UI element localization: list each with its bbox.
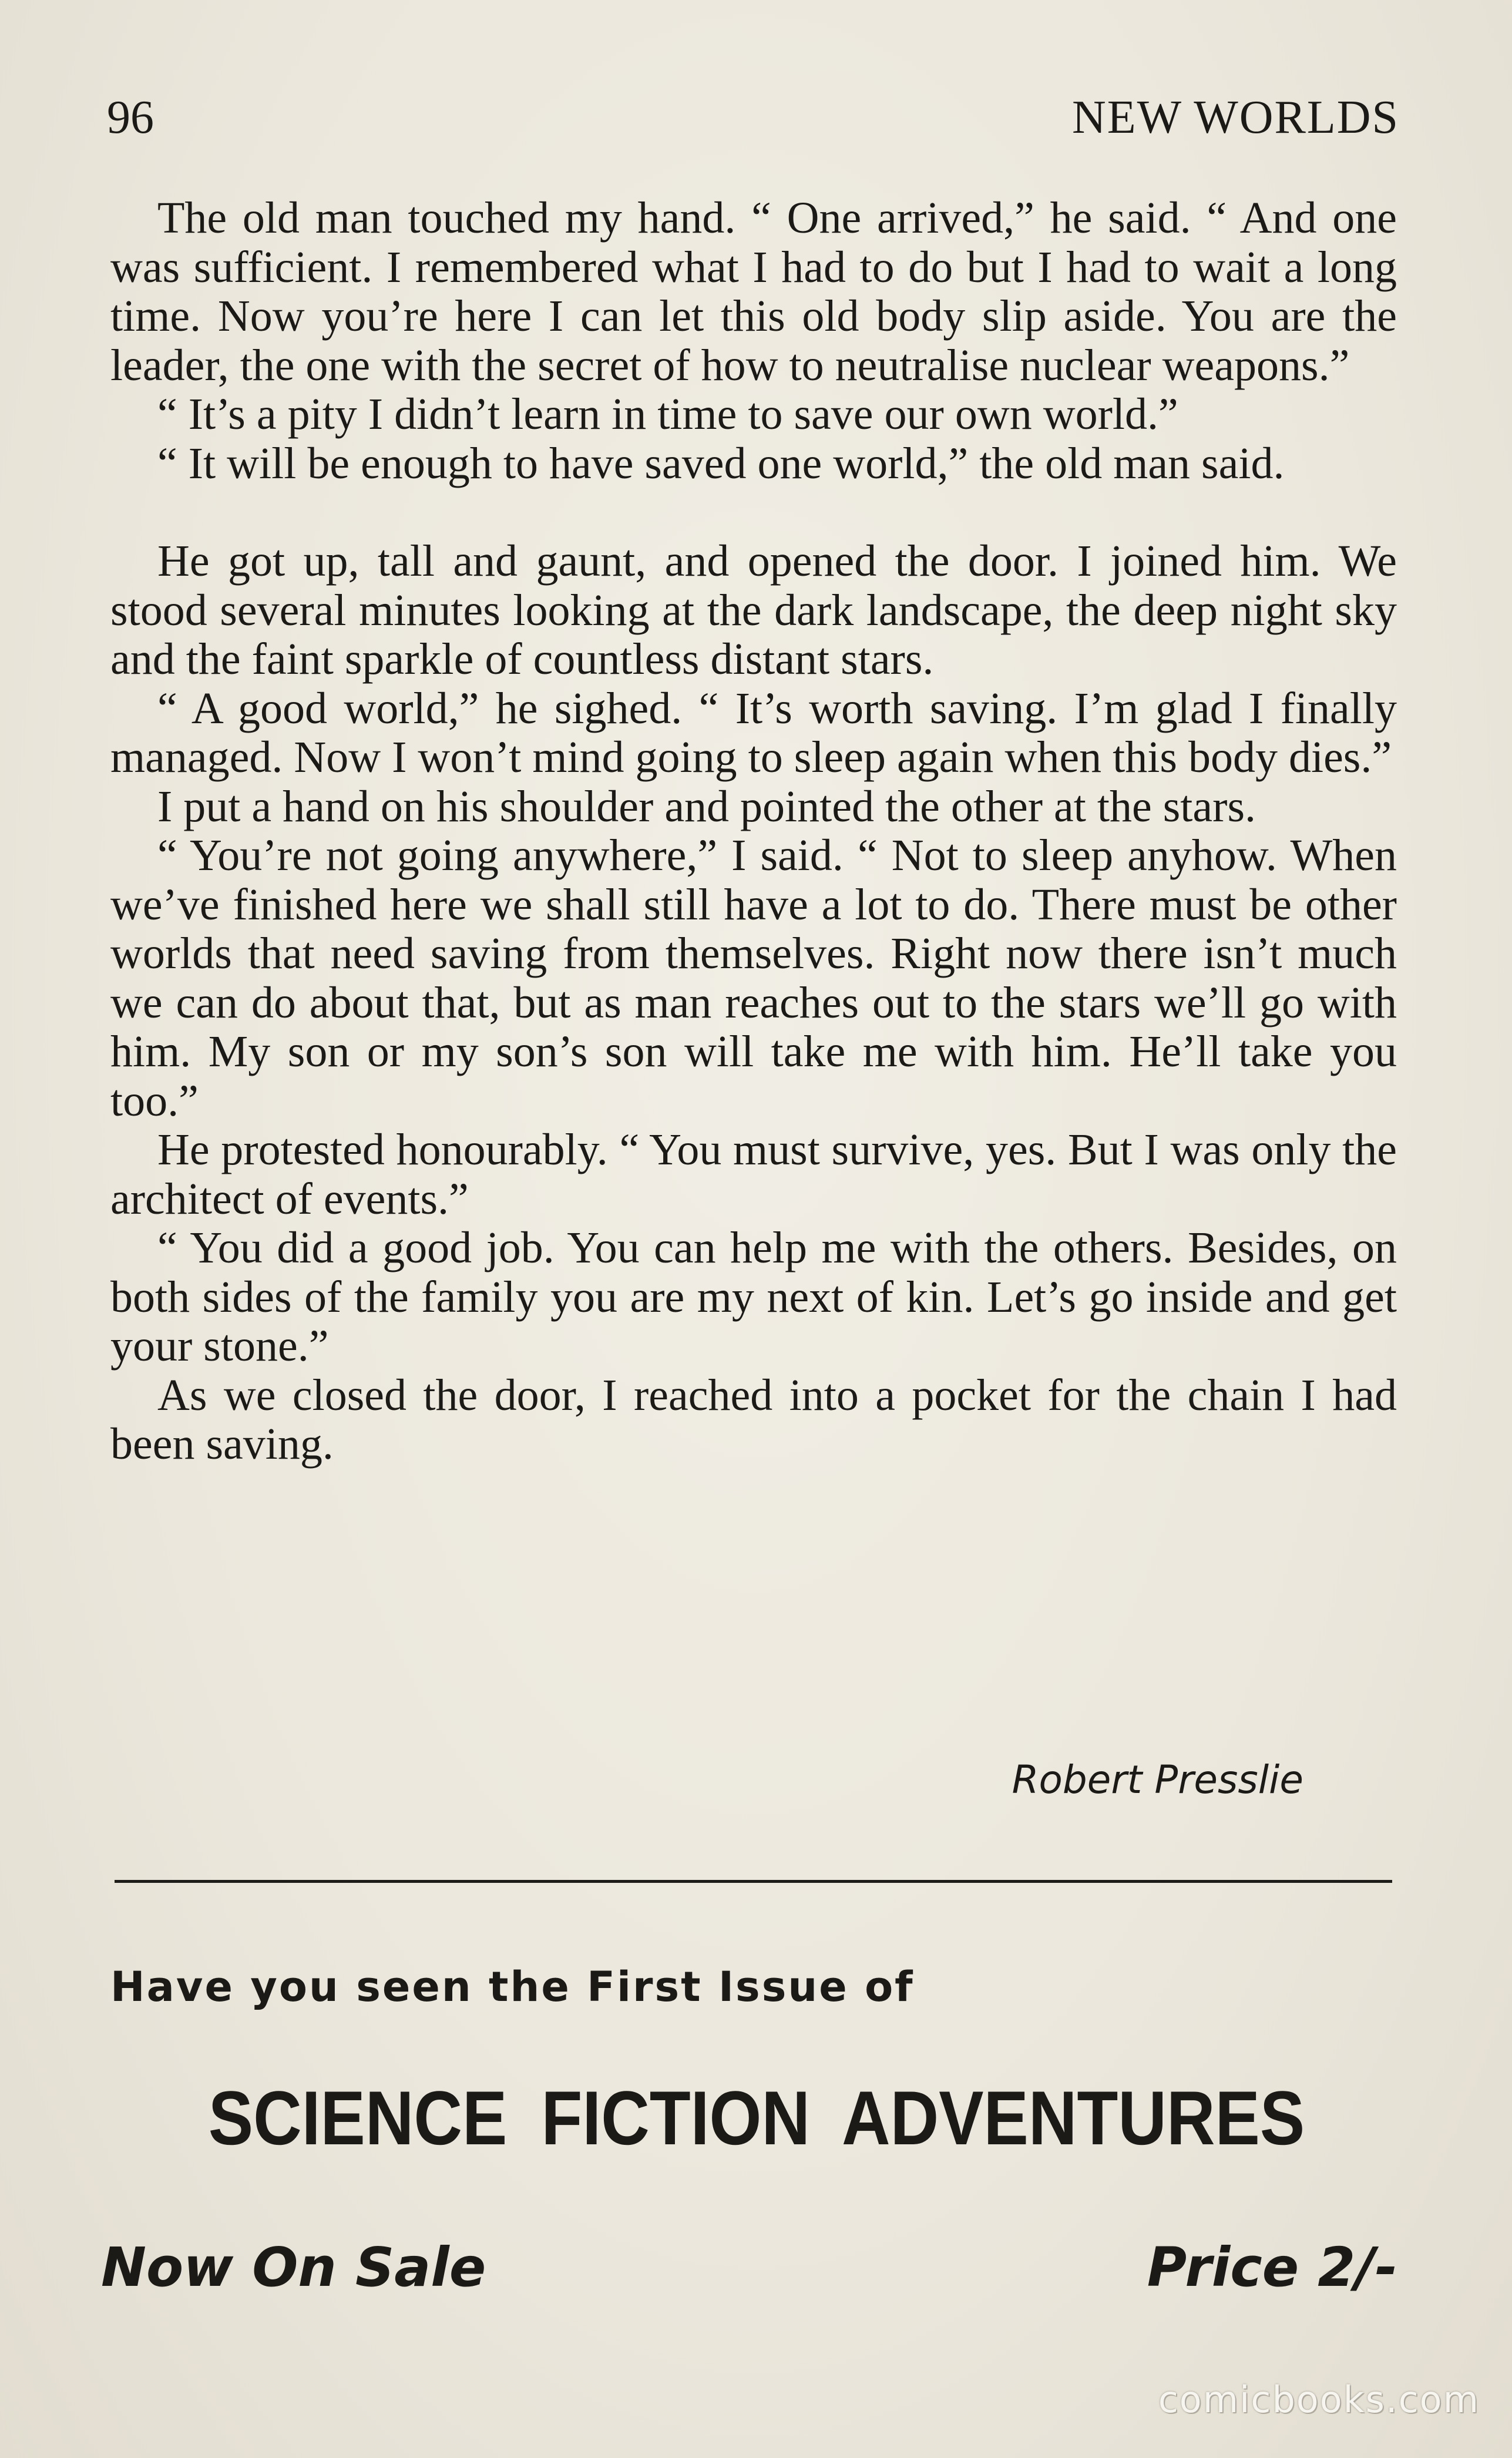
advert-on-sale: Now On Sale	[101, 2236, 486, 2299]
advert-price: Price 2/-	[1147, 2236, 1397, 2299]
author-byline: Robert Presslie	[1012, 1757, 1303, 1802]
story-paragraph: “ You’re not going anywhere,” I said. “ Not to sleep anyhow. When we’ve finished here we shall still have a lot to do. There must be other worlds that need saving from themselves. Right now there isn’t much we can do about that, but as man reaches out to the stars we’ll go with him. My son or my son’s son will take me with him. He’ll take you too.”	[110, 831, 1397, 1126]
advert-title: SCIENCE FICTION ADVENTURES	[208, 2075, 1305, 2161]
story-paragraph: “ A good world,” he sighed. “ It’s worth saving. I’m glad I finally managed. Now I won’t mind going to sleep again when this body dies.”	[110, 683, 1397, 782]
divider-rule	[115, 1880, 1392, 1883]
story-paragraph: He got up, tall and gaunt, and opened the door. I joined him. We stood several minutes looking at the dark landscape, the deep night sky and the faint sparkle of countless distant stars.	[110, 536, 1397, 684]
advert-lead: Have you seen the First Issue of	[110, 1963, 915, 2011]
watermark: comicbooks.com	[1158, 2378, 1480, 2421]
page-number: 96	[107, 92, 154, 143]
story-paragraph: As we closed the door, I reached into a pocket for the chain I had been saving.	[110, 1370, 1397, 1469]
story-paragraph: “ It’s a pity I didn’t learn in time to save our own world.”	[157, 389, 1178, 439]
running-head	[107, 88, 1399, 147]
story-paragraph: “ It will be enough to have saved one world,” the old man said.	[157, 438, 1285, 488]
story-paragraph: He protested honourably. “ You must survive, yes. But I was only the architect of events.”	[110, 1125, 1397, 1224]
story-text	[110, 194, 1397, 1469]
story-paragraph: The old man touched my hand. “ One arrived,” he said. “ And one was sufficient. I remembered what I had to do but I had to wait a long time. Now you’re here I can let this old body slip aside. You are the leader, the one with the secret of how to neutralise nuclear weapons.”	[110, 193, 1397, 390]
running-title: NEW WORLDS	[1071, 92, 1399, 143]
story-paragraph: I put a hand on his shoulder and pointed the other at the stars.	[157, 781, 1256, 831]
story-paragraph: “ You did a good job. You can help me with the others. Besides, on both sides of the family you are my next of kin. Let’s go inside and get your stone.”	[110, 1223, 1397, 1371]
